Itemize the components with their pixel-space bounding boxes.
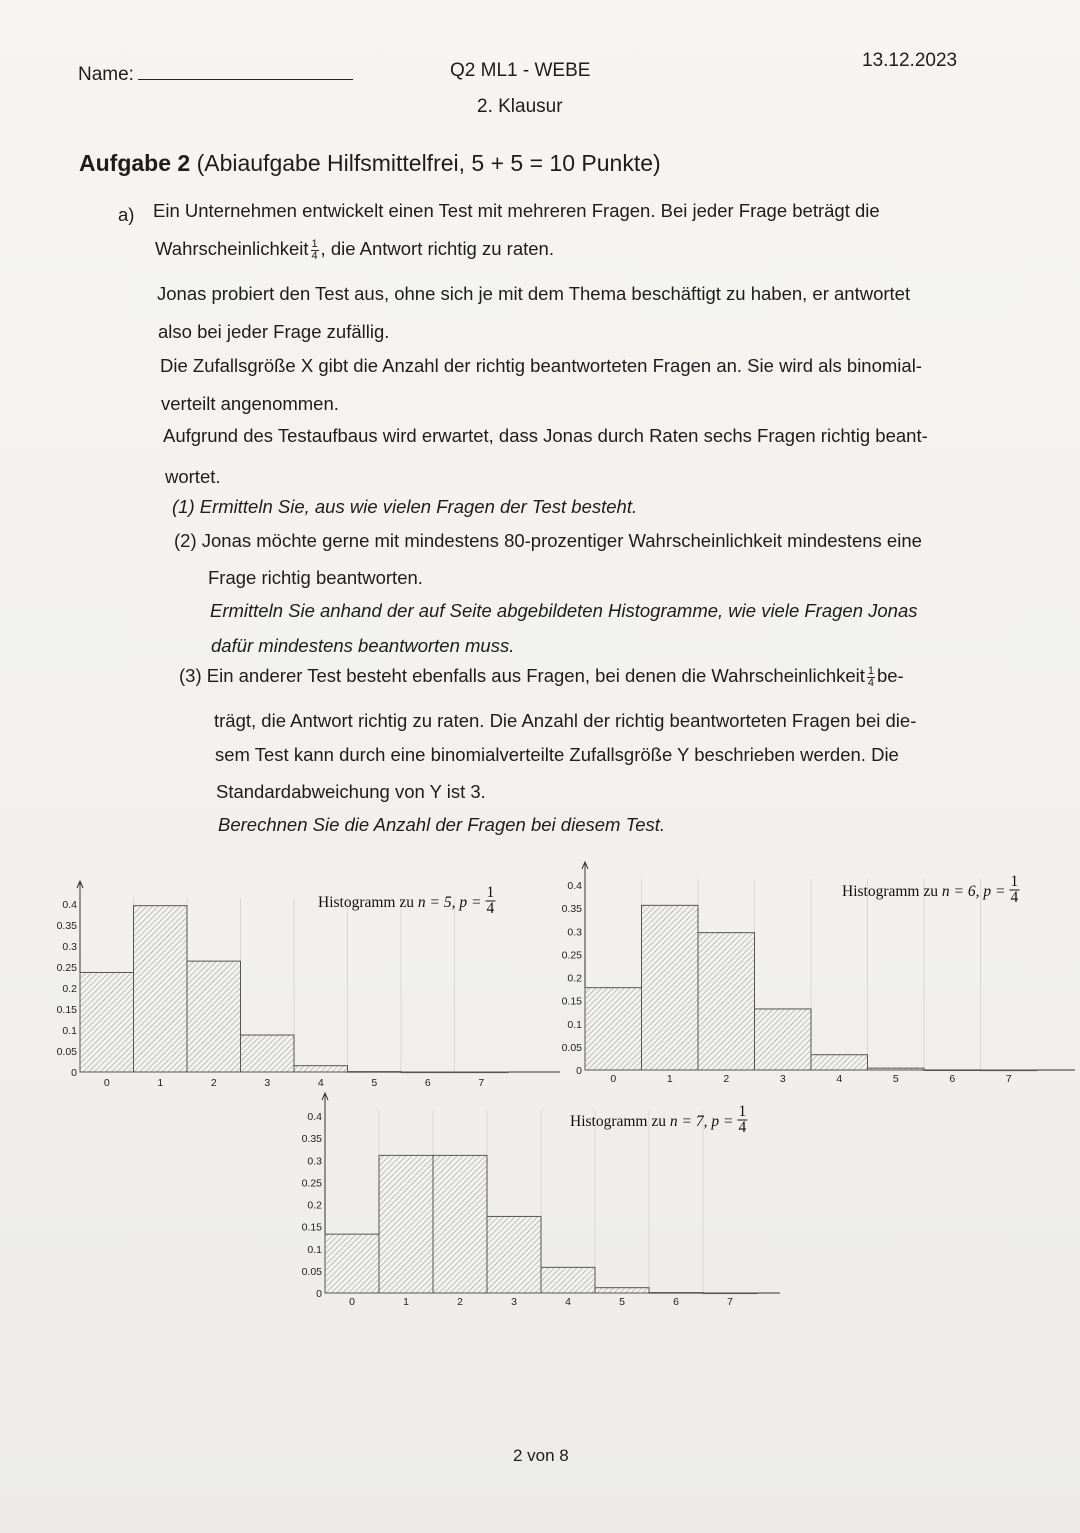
x-tick-label: 4 xyxy=(565,1296,571,1308)
y-tick-label: 0.1 xyxy=(567,1018,582,1031)
x-tick-label: 0 xyxy=(349,1296,355,1308)
x-tick-label: 6 xyxy=(673,1296,679,1308)
histogram-bar xyxy=(703,1293,757,1294)
question-3-line-5: Berechnen Sie die Anzahl der Fragen bei diesem Test. xyxy=(218,814,666,835)
histogram-bar xyxy=(924,1070,981,1071)
chart-title xyxy=(842,873,1019,906)
svg-text:4: 4 xyxy=(1010,889,1019,906)
task-line-5: verteilt angenommen. xyxy=(161,393,339,414)
x-tick-label: 1 xyxy=(157,1077,164,1089)
svg-text:Histogramm zu n = 6, p =: Histogramm zu n = 6, p = xyxy=(842,883,1006,900)
histogram-bar xyxy=(433,1155,487,1293)
y-tick-label: 0.35 xyxy=(56,920,77,932)
histogram-bar xyxy=(698,933,755,1070)
page-number: 2 von 8 xyxy=(513,1446,569,1465)
chart-title xyxy=(318,884,495,917)
y-tick-label: 0.15 xyxy=(301,1221,322,1234)
name-field xyxy=(78,64,353,86)
histogram-bar xyxy=(642,905,699,1070)
question-3-line-1: (3) Ein anderer Test besteht ebenfalls aus Fragen, bei denen die Wahrscheinlichkeit $\frac{1}{4}$ be- xyxy=(179,664,904,689)
x-tick-label: 6 xyxy=(949,1073,956,1085)
course-label: Q2 ML1 - WEBE xyxy=(450,60,591,81)
x-tick-label: 1 xyxy=(666,1073,673,1085)
fraction-one-quarter: $\frac{1}{4}$ xyxy=(311,237,318,262)
x-tick-label: 3 xyxy=(779,1073,786,1085)
histogram-bar xyxy=(981,1070,1038,1071)
question-3-line-2: trägt, die Antwort richtig zu raten. Die Anzahl der richtig beantworteten Fragen bei die- xyxy=(214,710,917,731)
histogram-bar xyxy=(487,1216,541,1293)
y-tick-label: 0 xyxy=(576,1065,582,1077)
histogram-n6 xyxy=(545,852,1080,1092)
task-line-1: Ein Unternehmen entwickelt einen Test mit mehreren Fragen. Bei jeder Frage beträgt die xyxy=(153,200,880,221)
x-tick-label: 4 xyxy=(836,1073,843,1085)
x-tick-label: 7 xyxy=(478,1077,485,1089)
histogram-bar xyxy=(294,1066,348,1072)
y-tick-label: 0.1 xyxy=(62,1025,77,1037)
y-tick-label: 0.25 xyxy=(56,962,77,974)
y-tick-label: 0.2 xyxy=(567,972,582,985)
y-tick-label: 0.15 xyxy=(56,1004,77,1016)
y-tick-label: 0.4 xyxy=(62,899,77,911)
x-tick-label: 5 xyxy=(892,1073,899,1085)
histogram-bar xyxy=(649,1293,703,1294)
histogram-n7 xyxy=(285,1090,795,1315)
y-tick-label: 0.35 xyxy=(561,903,582,916)
y-tick-label: 0.3 xyxy=(567,926,582,939)
y-tick-label: 0.3 xyxy=(62,941,77,953)
question-2-line-3: Ermitteln Sie anhand der auf Seite abgebildeten Histogramme, wie viele Fragen Jonas xyxy=(210,600,918,621)
y-tick-label: 0.25 xyxy=(301,1177,322,1190)
probability-line-after: , die Antwort richtig zu raten. xyxy=(320,238,554,259)
y-tick-label: 0.35 xyxy=(301,1133,322,1146)
svg-text:Histogramm zu n = 7, p =: Histogramm zu n = 7, p = xyxy=(570,1113,734,1130)
date-label: 13.12.2023 xyxy=(862,50,958,71)
x-tick-label: 6 xyxy=(424,1077,431,1089)
y-tick-label: 0.25 xyxy=(561,949,582,962)
histogram-bar xyxy=(585,988,642,1070)
histogram-bar xyxy=(241,1035,295,1072)
svg-text:4: 4 xyxy=(486,900,495,917)
x-tick-label: 3 xyxy=(264,1077,271,1089)
histogram-n5 xyxy=(40,860,560,1100)
task-line-2: Jonas probiert den Test aus, ohne sich je mit dem Thema beschäftigt zu haben, er antwortet xyxy=(157,283,911,304)
question-2-line-1: (2) Jonas möchte gerne mit mindestens 80-prozentiger Wahrscheinlichkeit mindestens eine xyxy=(174,530,922,551)
y-tick-label: 0.05 xyxy=(561,1041,582,1054)
chart-title xyxy=(570,1103,747,1136)
y-tick-label: 0.15 xyxy=(561,995,582,1008)
svg-text:1: 1 xyxy=(486,884,495,901)
task-line-4: Die Zufallsgröße X gibt die Anzahl der richtig beantworteten Fragen an. Sie wird als binomial- xyxy=(160,355,922,376)
histogram-bar xyxy=(868,1068,925,1070)
y-tick-label: 0.4 xyxy=(307,1111,322,1123)
y-tick-label: 0 xyxy=(71,1067,77,1079)
histogram-bar xyxy=(80,972,134,1072)
histogram-bar xyxy=(401,1072,455,1073)
task-line-3: also bei jeder Frage zufällig. xyxy=(158,321,390,342)
name-blank-line xyxy=(138,65,353,80)
x-tick-label: 2 xyxy=(210,1077,217,1089)
y-tick-label: 0.4 xyxy=(567,880,582,892)
histogram-bar xyxy=(755,1009,812,1070)
question-3-line-4: Standardabweichung von Y ist 3. xyxy=(216,781,486,802)
x-tick-label: 3 xyxy=(511,1296,517,1308)
svg-text:Histogramm zu n = 5, p =: Histogramm zu n = 5, p = xyxy=(318,894,482,911)
task-title xyxy=(79,150,661,177)
x-tick-label: 7 xyxy=(727,1296,733,1308)
x-tick-label: 4 xyxy=(317,1077,324,1089)
question-3-line-3: sem Test kann durch eine binomialverteilte Zufallsgröße Y beschrieben werden. Die xyxy=(215,744,899,765)
task-title-rest: (Abiaufgabe Hilfsmittelfrei, 5 + 5 = 10 Punkte) xyxy=(190,150,661,176)
x-tick-label: 5 xyxy=(619,1296,625,1308)
svg-text:1: 1 xyxy=(1010,873,1019,890)
y-tick-label: 0.1 xyxy=(307,1243,322,1256)
svg-text:1: 1 xyxy=(738,1103,747,1120)
histogram-bar xyxy=(811,1055,868,1070)
exam-label: 2. Klausur xyxy=(477,96,563,117)
y-tick-label: 0.05 xyxy=(301,1265,322,1278)
y-tick-label: 0 xyxy=(316,1288,322,1300)
task-title-bold: Aufgabe 2 xyxy=(79,150,191,176)
question-1: (1) Ermitteln Sie, aus wie vielen Fragen der Test besteht. xyxy=(172,496,638,517)
svg-text:4: 4 xyxy=(738,1119,747,1136)
histogram-bar xyxy=(348,1072,402,1073)
histogram-bar xyxy=(325,1234,379,1293)
question-2-line-4: dafür mindestens beantworten muss. xyxy=(211,635,515,656)
y-tick-label: 0.2 xyxy=(307,1199,322,1212)
histogram-bar xyxy=(134,906,188,1072)
question-2-line-2: Frage richtig beantworten. xyxy=(208,567,423,588)
probability-line xyxy=(155,238,554,262)
part-label: a) xyxy=(118,204,135,225)
task-line-7: wortet. xyxy=(165,466,221,487)
histogram-bar xyxy=(455,1072,509,1073)
histogram-bar xyxy=(187,961,241,1072)
histogram-bar xyxy=(541,1267,595,1293)
x-tick-label: 0 xyxy=(103,1077,110,1089)
histogram-bar xyxy=(379,1155,433,1293)
x-tick-label: 7 xyxy=(1005,1073,1012,1085)
y-tick-label: 0.2 xyxy=(62,983,77,995)
name-label: Name: xyxy=(78,64,134,85)
x-tick-label: 5 xyxy=(371,1077,378,1089)
x-tick-label: 0 xyxy=(610,1073,617,1085)
y-tick-label: 0.05 xyxy=(56,1046,77,1058)
task-line-6: Aufgrund des Testaufbaus wird erwartet, dass Jonas durch Raten sechs Fragen richtig beant- xyxy=(163,425,928,446)
probability-line-before: Wahrscheinlichkeit xyxy=(155,238,309,259)
y-tick-label: 0.3 xyxy=(307,1155,322,1168)
histogram-bar xyxy=(595,1288,649,1293)
x-tick-label: 2 xyxy=(723,1073,730,1085)
fraction-one-quarter-q3: $\frac{1}{4}$ xyxy=(867,664,874,689)
x-tick-label: 2 xyxy=(457,1296,463,1308)
x-tick-label: 1 xyxy=(403,1296,409,1308)
